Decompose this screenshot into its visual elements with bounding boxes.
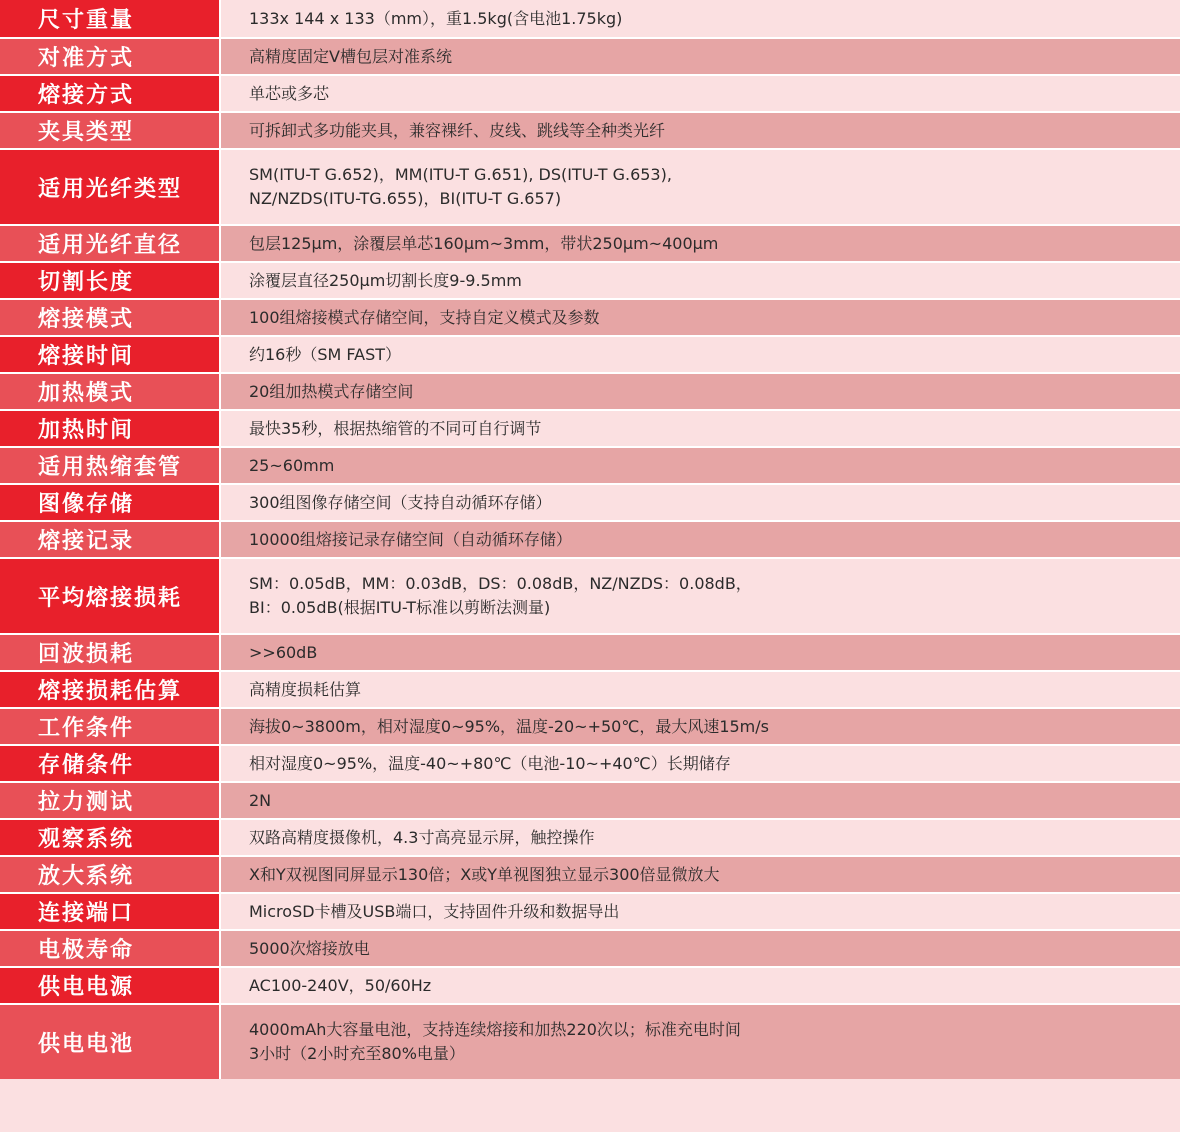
spec-value	[221, 374, 1180, 409]
spec-value-line: 300组图像存储空间（支持自动循环存储）	[249, 492, 552, 512]
spec-value-line: 25~60mm	[249, 455, 335, 475]
spec-row	[0, 224, 1180, 261]
spec-value-line: 涂覆层直径250μm切割长度9-9.5mm	[249, 270, 522, 290]
spec-value-line: 单芯或多芯	[249, 83, 330, 103]
spec-row	[0, 520, 1180, 557]
spec-value-line: MicroSD卡槽及USB端口，支持固件升级和数据导出	[249, 901, 620, 921]
spec-value	[221, 820, 1180, 855]
spec-row	[0, 633, 1180, 670]
spec-value	[221, 150, 1180, 224]
spec-value	[221, 263, 1180, 298]
spec-value	[221, 635, 1180, 670]
spec-row	[0, 111, 1180, 148]
spec-label: 熔接记录	[0, 522, 221, 557]
spec-value-line: 可拆卸式多功能夹具，兼容裸纤、皮线、跳线等全种类光纤	[249, 120, 666, 140]
spec-value-line: NZ/NZDS(ITU-TG.655)，BI(ITU-T G.657)	[249, 189, 562, 208]
spec-value	[221, 783, 1180, 818]
spec-value	[221, 300, 1180, 335]
spec-label: 适用热缩套管	[0, 448, 221, 483]
spec-row	[0, 557, 1180, 633]
spec-label: 存储条件	[0, 746, 221, 781]
spec-label: 放大系统	[0, 857, 221, 892]
spec-value	[221, 411, 1180, 446]
spec-row	[0, 409, 1180, 446]
spec-label: 适用光纤直径	[0, 226, 221, 261]
spec-row	[0, 892, 1180, 929]
spec-label: 图像存储	[0, 485, 221, 520]
spec-row	[0, 372, 1180, 409]
spec-value-line: SM(ITU-T G.652)，MM(ITU-T G.651), DS(ITU-T G.653),	[249, 165, 672, 184]
spec-row	[0, 744, 1180, 781]
spec-row	[0, 855, 1180, 892]
spec-value	[221, 1005, 1180, 1079]
spec-value	[221, 448, 1180, 483]
spec-label: 熔接方式	[0, 76, 221, 111]
spec-label: 电极寿命	[0, 931, 221, 966]
spec-row	[0, 1003, 1180, 1079]
spec-value	[221, 672, 1180, 707]
spec-value	[221, 226, 1180, 261]
spec-value-line: BI：0.05dB(根据ITU-T标准以剪断法测量)	[249, 598, 551, 617]
spec-value-line: 133x 144 x 133（mm），重1.5kg(含电池1.75kg)	[249, 8, 623, 28]
spec-value-line: SM：0.05dB，MM：0.03dB，DS：0.08dB，NZ/NZDS：0.08dB，	[249, 574, 752, 593]
spec-value-line: 4000mAh大容量电池，支持连续熔接和加热220次以；标准充电时间	[249, 1020, 741, 1039]
spec-row	[0, 929, 1180, 966]
spec-row	[0, 818, 1180, 855]
spec-value-line: 3小时（2小时充至80%电量）	[249, 1044, 465, 1063]
spec-row	[0, 298, 1180, 335]
spec-value-line: 10000组熔接记录存储空间（自动循环存储）	[249, 529, 572, 549]
spec-value	[221, 113, 1180, 148]
spec-label: 观察系统	[0, 820, 221, 855]
spec-label: 供电电池	[0, 1005, 221, 1079]
spec-label: 加热时间	[0, 411, 221, 446]
spec-value-line: 100组熔接模式存储空间，支持自定义模式及参数	[249, 307, 600, 327]
spec-value-line: 2N	[249, 790, 272, 810]
spec-value-line: 高精度固定V槽包层对准系统	[249, 46, 452, 66]
spec-value	[221, 894, 1180, 929]
spec-label: 对准方式	[0, 39, 221, 74]
spec-label: 熔接模式	[0, 300, 221, 335]
spec-label: 平均熔接损耗	[0, 559, 221, 633]
spec-value	[221, 968, 1180, 1003]
spec-row	[0, 483, 1180, 520]
spec-row	[0, 707, 1180, 744]
spec-value	[221, 0, 1180, 37]
spec-row	[0, 781, 1180, 818]
spec-value-line: X和Y双视图同屏显示130倍；X或Y单视图独立显示300倍显微放大	[249, 864, 720, 884]
spec-label: 拉力测试	[0, 783, 221, 818]
spec-row	[0, 74, 1180, 111]
spec-row	[0, 966, 1180, 1003]
spec-label: 夹具类型	[0, 113, 221, 148]
spec-value-line: 20组加热模式存储空间	[249, 381, 414, 401]
spec-row	[0, 37, 1180, 74]
spec-label: 熔接时间	[0, 337, 221, 372]
spec-value-line: 5000次熔接放电	[249, 938, 370, 958]
spec-value	[221, 76, 1180, 111]
spec-value-line: 高精度损耗估算	[249, 679, 362, 699]
spec-value-line: 最快35秒，根据热缩管的不同可自行调节	[249, 418, 542, 438]
spec-row	[0, 0, 1180, 37]
spec-value	[221, 39, 1180, 74]
spec-value-line: AC100-240V，50/60Hz	[249, 975, 432, 995]
spec-label: 适用光纤类型	[0, 150, 221, 224]
spec-row	[0, 148, 1180, 224]
spec-row	[0, 446, 1180, 483]
spec-label: 回波损耗	[0, 635, 221, 670]
spec-label: 切割长度	[0, 263, 221, 298]
spec-row	[0, 670, 1180, 707]
spec-label: 工作条件	[0, 709, 221, 744]
spec-value-line: 海拔0~3800m，相对湿度0~95%，温度-20~+50℃，最大风速15m/s	[249, 716, 769, 736]
spec-label: 连接端口	[0, 894, 221, 929]
spec-value	[221, 709, 1180, 744]
spec-value	[221, 337, 1180, 372]
spec-row	[0, 335, 1180, 372]
spec-value-line: 包层125μm，涂覆层单芯160μm~3mm，带状250μm~400μm	[249, 233, 719, 253]
spec-label: 加热模式	[0, 374, 221, 409]
spec-row	[0, 261, 1180, 298]
spec-value	[221, 857, 1180, 892]
spec-value-line: 相对湿度0~95%，温度-40~+80℃（电池-10~+40℃）长期储存	[249, 753, 731, 773]
spec-label: 熔接损耗估算	[0, 672, 221, 707]
spec-value	[221, 485, 1180, 520]
spec-label: 尺寸重量	[0, 0, 221, 37]
spec-value	[221, 931, 1180, 966]
spec-value	[221, 746, 1180, 781]
spec-value-line: 双路高精度摄像机，4.3寸高亮显示屏，触控操作	[249, 827, 595, 847]
spec-value-line: >>60dB	[249, 642, 318, 662]
spec-value-line: 约16秒（SM FAST）	[249, 344, 402, 364]
spec-value	[221, 522, 1180, 557]
spec-label: 供电电源	[0, 968, 221, 1003]
spec-value	[221, 559, 1180, 633]
